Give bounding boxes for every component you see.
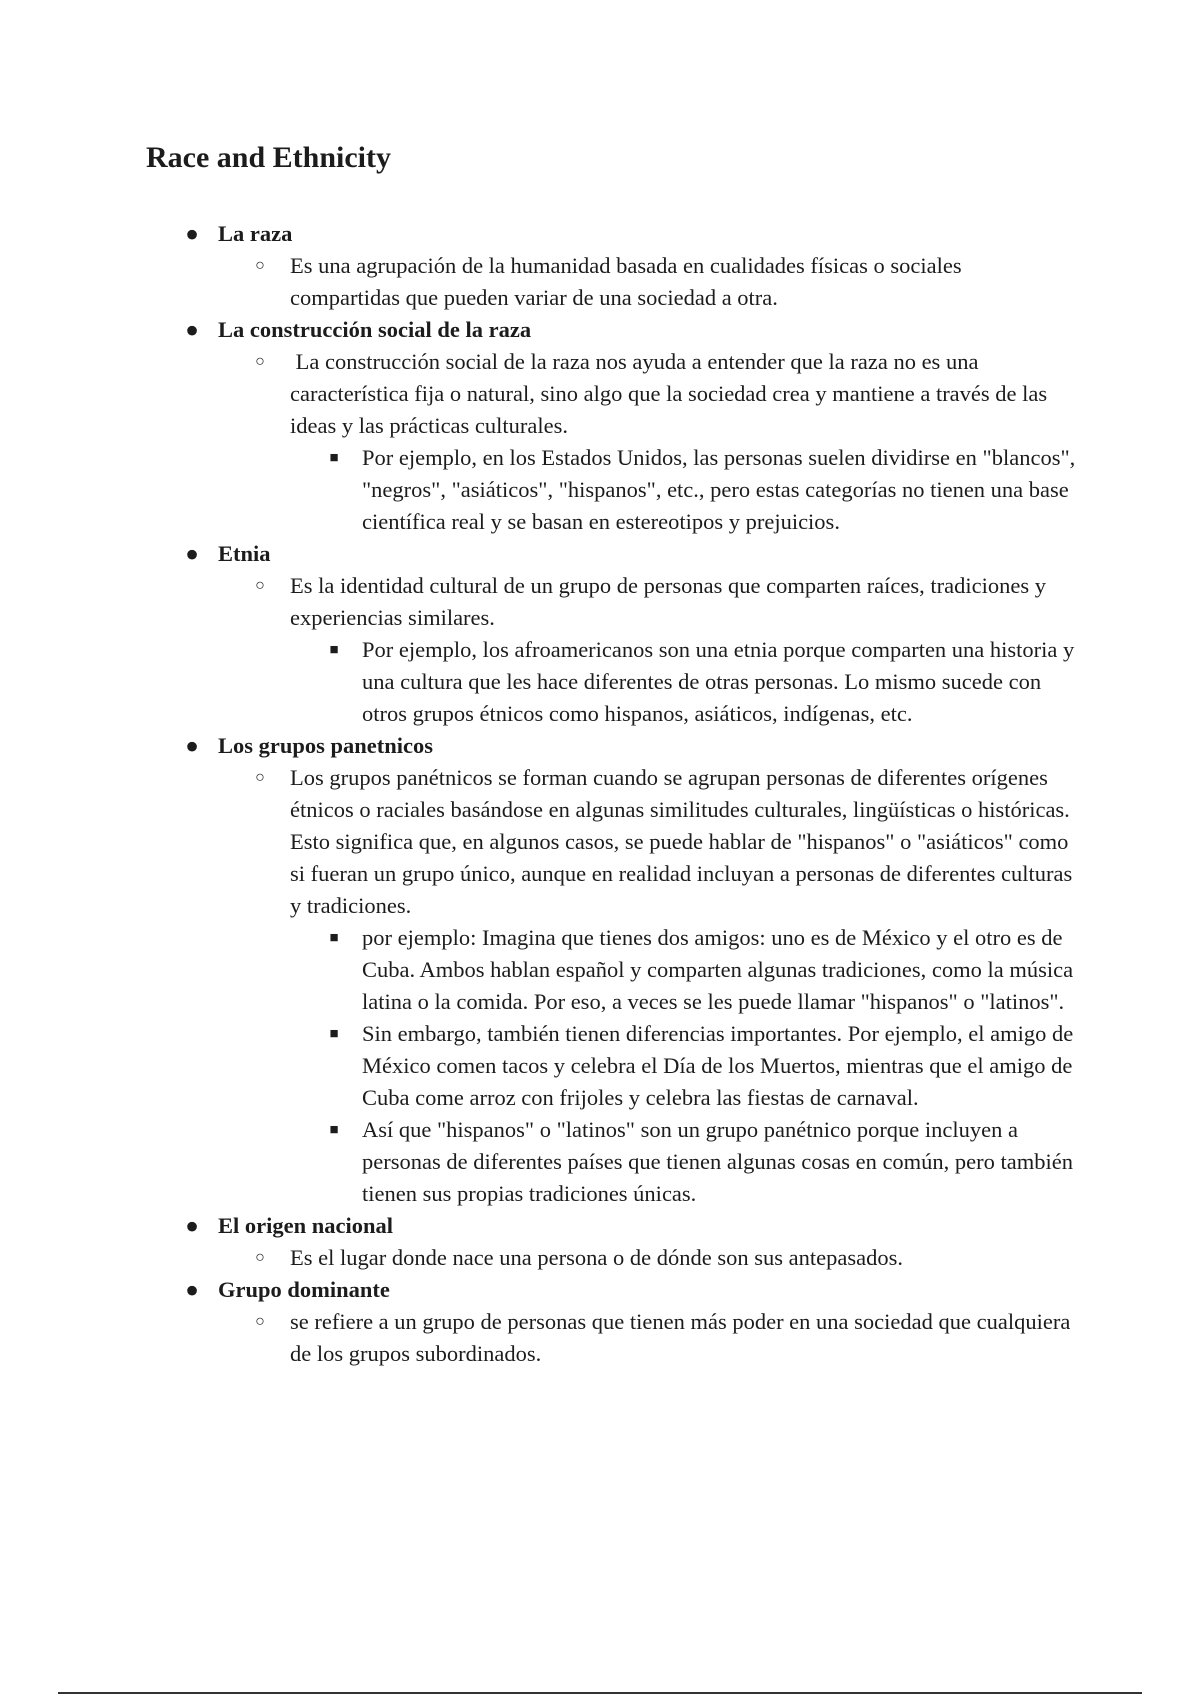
hollow-circle-bullet-icon: ○	[255, 577, 265, 594]
section-item	[146, 218, 1076, 314]
document-body	[146, 218, 1076, 1370]
hollow-circle-bullet-icon: ○	[255, 257, 265, 274]
outline-list	[146, 218, 1076, 1370]
filled-circle-bullet-icon: ●	[185, 221, 199, 246]
example-list	[290, 922, 1076, 1210]
filled-square-bullet-icon: ■	[329, 1026, 339, 1042]
filled-square-bullet-icon: ■	[329, 930, 339, 946]
definition-item	[218, 1306, 1076, 1370]
definition-item	[218, 250, 1076, 314]
section-heading: El origen nacional	[218, 1213, 394, 1238]
filled-circle-bullet-icon: ●	[185, 1277, 199, 1302]
filled-circle-bullet-icon: ●	[185, 733, 199, 758]
section-heading: Los grupos panetnicos	[218, 733, 434, 758]
example-text: Así que "hispanos" o "latinos" son un grupo panétnico porque incluyen a personas de diferentes países que tienen algunas cosas en común, pero también tienen sus propias tradiciones únicas.	[362, 1117, 1074, 1206]
hollow-circle-bullet-icon: ○	[255, 1249, 265, 1266]
section-heading: Grupo dominante	[218, 1277, 390, 1302]
hollow-circle-bullet-icon: ○	[255, 769, 265, 786]
definition-list	[218, 1242, 1076, 1274]
definition-text: Es la identidad cultural de un grupo de personas que comparten raíces, tradiciones y experiencias similares.	[290, 573, 1052, 630]
filled-circle-bullet-icon: ●	[185, 1213, 199, 1238]
example-item	[290, 922, 1076, 1018]
hollow-circle-bullet-icon: ○	[255, 1313, 265, 1330]
definition-text: Los grupos panétnicos se forman cuando se agrupan personas de diferentes orígenes étnicos o raciales basándose en algunas similitudes culturales, lingüísticas o históricas. Esto significa que, en algunos casos, se puede hablar de "hispanos" o "asiáticos" como si fueran un grupo único, aunque en realidad incluyan a personas de diferentes culturas y tradiciones.	[290, 765, 1078, 918]
section-heading: La construcción social de la raza	[218, 317, 532, 342]
example-text: Por ejemplo, los afroamericanos son una etnia porque comparten una historia y una cultura que les hace diferentes de otras personas. Lo mismo sucede con otros grupos étnicos como hispanos, asiáticos, indígenas, etc.	[362, 637, 1075, 726]
section-item	[146, 730, 1076, 1210]
definition-item	[218, 570, 1076, 730]
filled-square-bullet-icon: ■	[329, 642, 339, 658]
definition-text: Es una agrupación de la humanidad basada en cualidades físicas o sociales compartidas que pueden variar de una sociedad a otra.	[290, 253, 968, 310]
definition-list	[218, 1306, 1076, 1370]
section-item	[146, 1274, 1076, 1370]
example-item	[290, 442, 1076, 538]
definition-item	[218, 1242, 1076, 1274]
definition-list	[218, 346, 1076, 538]
example-item	[290, 1018, 1076, 1114]
definition-list	[218, 762, 1076, 1210]
definition-item	[218, 762, 1076, 1210]
example-list	[290, 634, 1076, 730]
example-text: Sin embargo, también tienen diferencias importantes. Por ejemplo, el amigo de México comen tacos y celebra el Día de los Muertos, mientras que el amigo de Cuba come arroz con frijoles y celebra las fiestas de carnaval.	[362, 1021, 1074, 1110]
example-item	[290, 1114, 1076, 1210]
definition-text: Es el lugar donde nace una persona o de dónde son sus antepasados.	[290, 1245, 903, 1270]
definition-item	[218, 346, 1076, 538]
filled-circle-bullet-icon: ●	[185, 317, 199, 342]
page-title: Race and Ethnicity	[146, 141, 392, 174]
example-list	[290, 442, 1076, 538]
example-text: Por ejemplo, en los Estados Unidos, las personas suelen dividirse en "blancos", "negros", "asiáticos", "hispanos", etc., pero estas categorías no tienen una base científica real y se basan en estereotipos y prejuicios.	[362, 445, 1076, 534]
definition-text: se refiere a un grupo de personas que tienen más poder en una sociedad que cualquiera de los grupos subordinados.	[290, 1309, 1076, 1366]
definition-list	[218, 250, 1076, 314]
section-item	[146, 538, 1076, 730]
section-item	[146, 314, 1076, 538]
section-item	[146, 1210, 1076, 1274]
filled-square-bullet-icon: ■	[329, 1122, 339, 1138]
definition-list	[218, 570, 1076, 730]
filled-square-bullet-icon: ■	[329, 450, 339, 466]
section-heading: Etnia	[218, 541, 271, 566]
page-bottom-divider	[58, 1692, 1142, 1694]
section-heading: La raza	[218, 221, 293, 246]
example-text: por ejemplo: Imagina que tienes dos amigos: uno es de México y el otro es de Cuba. Ambos hablan español y comparten algunas tradiciones, como la música latina o la comida. Por eso, a veces se les puede llamar "hispanos" o "latinos".	[362, 925, 1074, 1014]
example-item	[290, 634, 1076, 730]
hollow-circle-bullet-icon: ○	[255, 353, 265, 370]
definition-text: La construcción social de la raza nos ayuda a entender que la raza no es una característica fija o natural, sino algo que la sociedad crea y mantiene a través de las ideas y las prácticas culturales.	[290, 349, 1053, 438]
filled-circle-bullet-icon: ●	[185, 541, 199, 566]
